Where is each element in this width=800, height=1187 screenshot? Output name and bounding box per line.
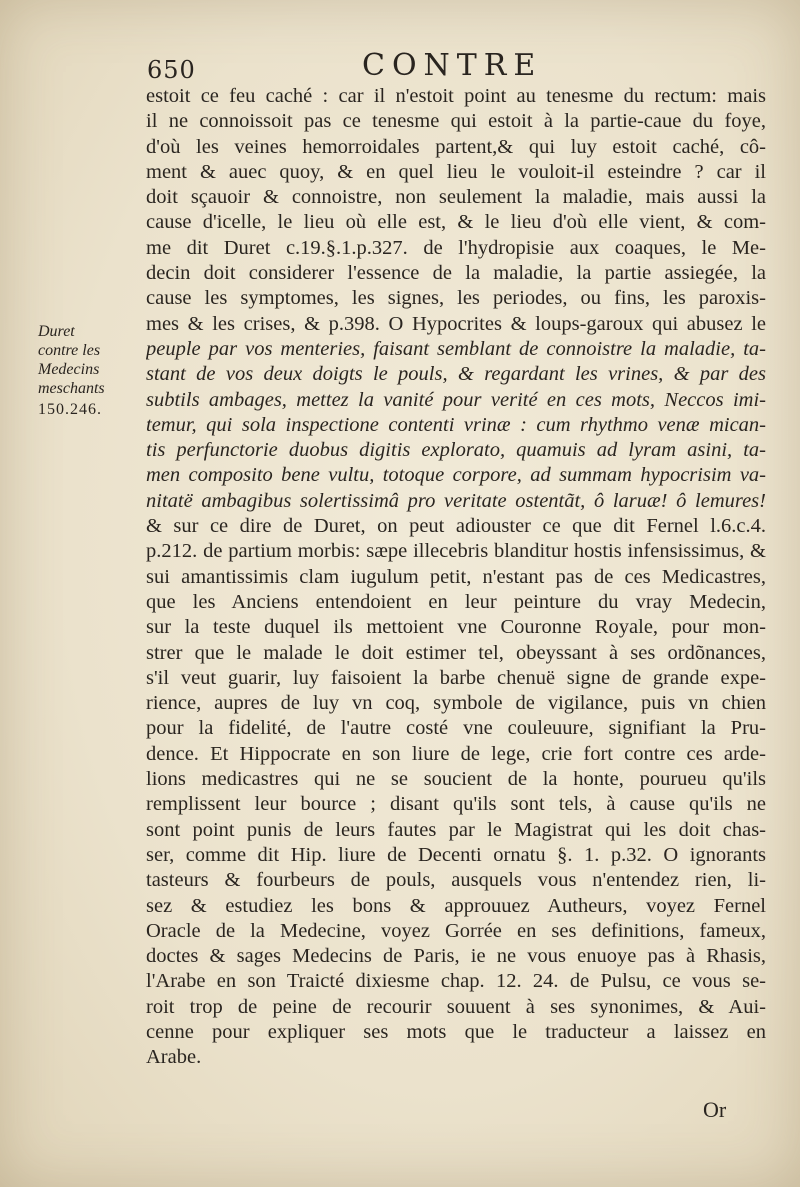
text-line: strer que le malade le doit estimer tel, obeyssant à ses ordõnances,: [146, 641, 766, 664]
text-line: ment & auec quoy, & en quel lieu le vouloit-il esteindre ? car il: [146, 160, 766, 183]
text-line: cause d'icelle, le lieu où elle est, & le lieu d'où elle vient, & com-: [146, 211, 766, 234]
text-line: pour la fidelité, de l'autre costé vne couleuure, signifiant la Pru-: [146, 717, 766, 740]
text-line: & sur ce dire de Duret, on peut adiouster ce que dit Fernel l.6.c.4.: [146, 515, 766, 538]
text-line: mes & les crises, & p.398. O Hypocrites & loups-garoux qui abusez le: [146, 312, 766, 335]
text-line: tis perfunctorie duobus digitis explorato, quamuis ad lyram asini, ta-: [146, 439, 766, 462]
text-line: rience, aupres de luy vn coq, symbole de vigilance, puis vn chien: [146, 692, 766, 715]
text-line: Oracle de la Medecine, voyez Gorrée en ses definitions, fameux,: [146, 919, 766, 942]
margin-note-line: contre les: [38, 342, 101, 359]
text-line: tasteurs & fourbeurs de pouls, ausquels vous n'entendez rien, li-: [146, 869, 766, 892]
text-line: subtils ambages, mettez la vanité pour verité en ces mots, Neccos imi-: [146, 388, 766, 411]
text-line: roit trop de peine de recourir souuent à ses synonimes, & Aui-: [146, 995, 766, 1018]
text-line: stant de vos deux doigts le pouls, & regardant les vrines, & par des: [146, 363, 766, 386]
margin-note-reference: 150.246.: [38, 401, 102, 418]
text-line: sont point punis de leurs fautes par le Magistrat qui les doit chas-: [146, 818, 766, 841]
margin-note: [38, 322, 148, 419]
text-line: d'où les veines hemorroidales partent,& qui luy estoit caché, cô-: [146, 135, 766, 158]
text-line: nitatë ambagibus solertissimâ pro veritate ostentãt, ô laruæ! ô lemures!: [146, 489, 766, 512]
text-line: sur la teste duquel ils mettoient vne Couronne Royale, pour mon-: [146, 616, 766, 639]
body-text: [146, 84, 766, 1071]
text-line: temur, qui sola inspectione contenti vrinæ : cum rhythmo venæ mican-: [146, 413, 766, 436]
margin-note-line: Duret: [38, 323, 75, 340]
text-line: ser, comme dit Hip. liure de Decenti ornatu §. 1. p.32. O ignorants: [146, 843, 766, 866]
text-line: doctes & sages Medecins de Paris, ie ne vous enuoye pas à Rhasis,: [146, 945, 766, 968]
text-line: sez & estudiez les bons & approuuez Autheurs, voyez Fernel: [146, 894, 766, 917]
text-line: estoit ce feu caché : car il n'estoit point au tenesme du rectum: mais: [146, 85, 766, 107]
text-line: il ne connoissoit pas ce tenesme qui estoit à la partie-caue du foye,: [146, 110, 766, 133]
text-line: lions medicastres qui ne se soucient de la honte, pourueu qu'ils: [146, 768, 766, 791]
text-line: que les Anciens entendoient en leur peinture du vray Medecin,: [146, 590, 766, 613]
text-line: s'il veut guarir, luy faisoient la barbe chenuë signe de grande expe-: [146, 666, 766, 689]
text-line: p.212. de partium morbis: sæpe illecebris blanditur hostis infensissimus, &: [146, 540, 766, 563]
margin-note-line: Medecins: [38, 361, 100, 378]
text-line: peuple par vos menteries, faisant semblant de connoistre la maladie, ta-: [146, 337, 766, 360]
running-head: CONTRE: [362, 48, 543, 83]
text-line: Arabe.: [146, 1046, 202, 1069]
text-line: doit sçauoir & connoistre, non seulement la maladie, mais aussi la: [146, 186, 766, 209]
text-line: dence. Et Hippocrate en son liure de lege, crie fort contre ces arde-: [146, 742, 766, 765]
text-line: cause les symptomes, les signes, les periodes, ou fins, les paroxis-: [146, 287, 766, 310]
text-line: l'Arabe en son Traicté dixiesme chap. 12. 24. de Pulsu, ce vous se-: [146, 970, 766, 993]
text-line: men composito bene vultu, totoque corpore, ad summam hypocrisim va-: [146, 464, 766, 487]
text-line: me dit Duret c.19.§.1.p.327. de l'hydropisie aux coaques, le Me-: [146, 236, 766, 259]
catchword: Or: [703, 1097, 727, 1122]
margin-note-line: meschants: [38, 380, 105, 397]
page-number: 650: [147, 56, 196, 84]
text-line: cenne pour expliquer ses mots que le traducteur a laissez en: [146, 1020, 766, 1043]
text-line: decin doit considerer l'essence de la maladie, la partie assiegée, la: [146, 262, 766, 285]
text-line: remplissent leur bource ; disant qu'ils sont tels, à cause qu'ils ne: [146, 793, 766, 816]
text-line: sui amantissimis clam iugulum petit, n'estant pas de ces Medicastres,: [146, 565, 766, 588]
